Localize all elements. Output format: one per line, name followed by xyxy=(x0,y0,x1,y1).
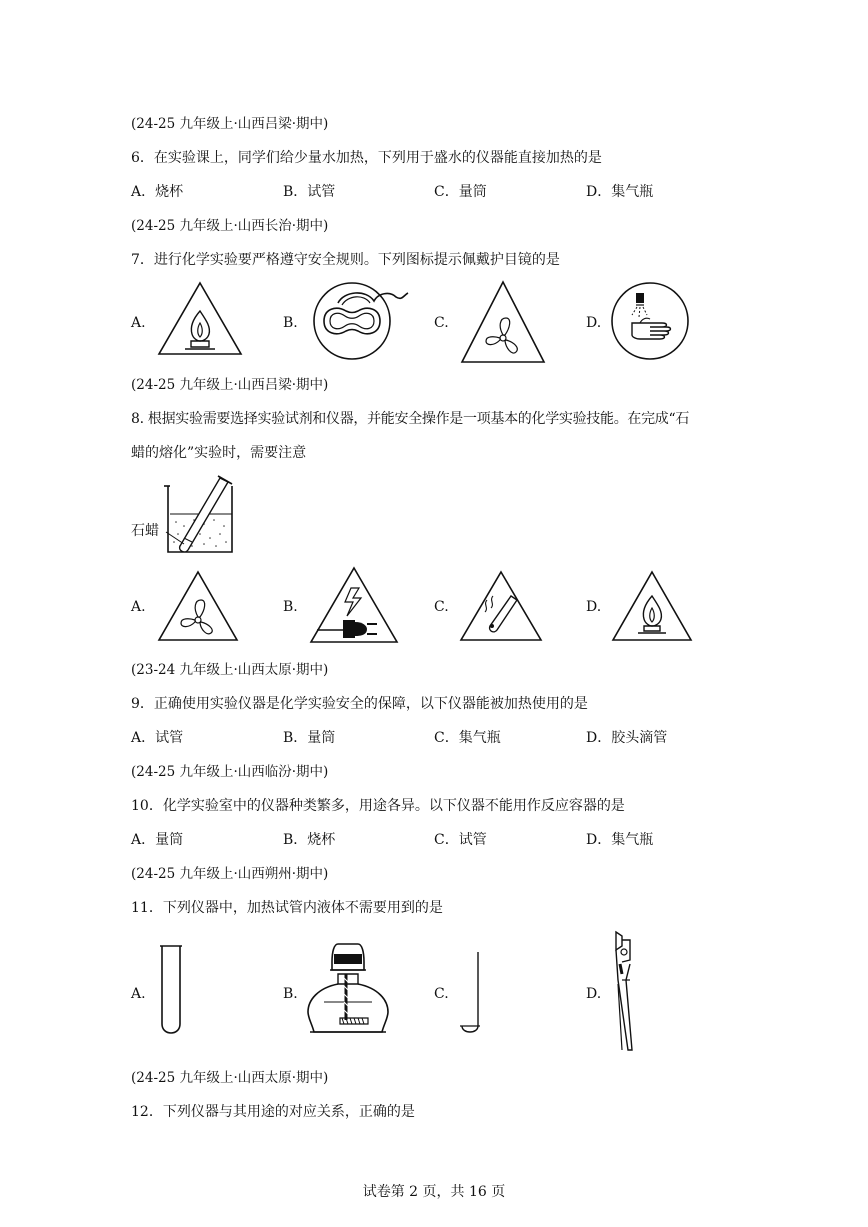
option-d[interactable]: D．胶头滴管 xyxy=(586,730,668,746)
flame-warning-icon xyxy=(611,570,693,642)
hot-tube-icon xyxy=(459,570,543,642)
option-b[interactable]: B. xyxy=(283,986,298,1002)
test-tube-icon xyxy=(158,944,184,1036)
question-stem: 10．化学实验室中的仪器种类繁多，用途各异。以下仪器不能用作反应容器的是 xyxy=(131,798,625,814)
question-stem: 9．正确使用实验仪器是化学实验安全的保障，以下仪器能被加热使用的是 xyxy=(131,696,588,712)
question-stem: 11．下列仪器中，加热试管内液体不需要用到的是 xyxy=(131,900,443,916)
option-a[interactable]: A. xyxy=(131,986,146,1002)
question-source: (23-24 九年级上·山西太原·期中) xyxy=(131,662,329,678)
option-d[interactable]: D．集气瓶 xyxy=(586,832,654,848)
option-a[interactable]: A. xyxy=(131,315,146,331)
alcohol-lamp-icon xyxy=(304,942,392,1038)
question-stem: 12．下列仪器与其用途的对应关系，正确的是 xyxy=(131,1104,415,1120)
fan-ventilation-icon xyxy=(157,570,239,642)
test-tube-holder-icon xyxy=(608,930,638,1054)
goggles-icon xyxy=(312,281,412,361)
glass-rod-icon xyxy=(458,950,484,1036)
question-source: (24-25 九年级上·山西吕梁·期中) xyxy=(131,116,329,132)
question-source: (24-25 九年级上·山西太原·期中) xyxy=(131,1070,329,1086)
question-stem: 6．在实验课上，同学们给少量水加热，下列用于盛水的仪器能直接加热的是 xyxy=(131,150,602,166)
option-d[interactable]: D. xyxy=(586,599,602,615)
option-c[interactable]: C. xyxy=(434,599,449,615)
page-footer: 试卷第 2 页，共 16 页 xyxy=(362,1184,506,1200)
option-b[interactable]: B．量筒 xyxy=(283,730,336,746)
electric-safety-icon xyxy=(309,566,399,644)
fan-ventilation-icon xyxy=(460,280,546,364)
option-c[interactable]: C．量筒 xyxy=(434,184,487,200)
question-source: (24-25 九年级上·山西吕梁·期中) xyxy=(131,377,329,393)
option-c[interactable]: C．集气瓶 xyxy=(434,730,501,746)
question-source: (24-25 九年级上·山西朔州·期中) xyxy=(131,866,329,882)
option-b[interactable]: B. xyxy=(283,315,298,331)
option-c[interactable]: C. xyxy=(434,315,449,331)
option-d[interactable]: D. xyxy=(586,986,602,1002)
option-c[interactable]: C. xyxy=(434,986,449,1002)
question-source: (24-25 九年级上·山西临汾·期中) xyxy=(131,764,329,780)
option-d[interactable]: D. xyxy=(586,315,602,331)
question-source: (24-25 九年级上·山西长治·期中) xyxy=(131,218,329,234)
option-b[interactable]: B．烧杯 xyxy=(283,832,336,848)
question-stem: 7．进行化学实验要严格遵守安全规则。下列图标提示佩戴护目镜的是 xyxy=(131,252,560,268)
option-a[interactable]: A．烧杯 xyxy=(131,184,184,200)
option-b[interactable]: B. xyxy=(283,599,298,615)
wash-hands-icon xyxy=(610,281,690,361)
question-stem-line-1: 8. 根据实验需要选择实验试剂和仪器，并能安全操作是一项基本的化学实验技能。在完成“石 xyxy=(131,411,690,427)
option-a[interactable]: A．量筒 xyxy=(131,832,184,848)
paraffin-label: 石蜡 xyxy=(131,523,159,539)
beaker-water-bath-figure xyxy=(160,474,240,558)
option-b[interactable]: B．试管 xyxy=(283,184,336,200)
option-c[interactable]: C．试管 xyxy=(434,832,487,848)
option-d[interactable]: D．集气瓶 xyxy=(586,184,654,200)
option-a[interactable]: A．试管 xyxy=(131,730,184,746)
flame-warning-icon xyxy=(157,281,243,357)
option-a[interactable]: A. xyxy=(131,599,146,615)
question-stem-line-2: 蜡的熔化”实验时，需要注意 xyxy=(131,445,307,461)
